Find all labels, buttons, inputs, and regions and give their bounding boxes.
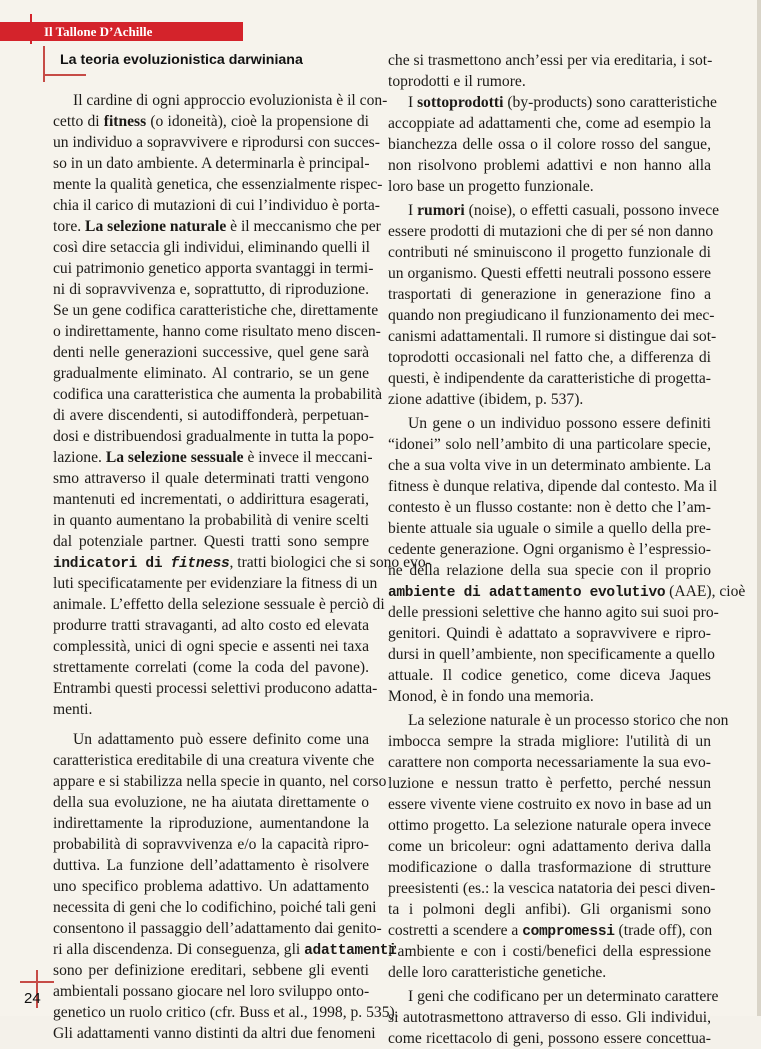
text-line: genetico un ruolo critico (cfr. Buss et al., 1998, p. 535). [53,1004,399,1021]
text-line: so in un dato ambiente. A determinarla è principal- [53,155,370,172]
text-line: codifica una caratteristica che aumenta la probabilità [53,386,383,403]
text-line: mente la qualità genetica, che essenzialmente rispec- [53,176,383,193]
text-line: costretti a scendere a compromessi (trade off), con [388,922,713,940]
text-line: toprodotti occasionali nel fatto che, a differenza di [388,349,711,366]
text-line: non risolvono problemi adattivi e non hanno alla [388,157,711,174]
text-line: caratteristica ereditabile di una creatura vivente che [53,752,375,769]
text-line: ottimo progetto. La selezione naturale opera invece [388,817,711,834]
keyword-noise: rumori [417,202,465,219]
text-line: quando non pregiudicano il funzionamento dei mec- [388,307,715,324]
text-line: appare e si stabilizza nella specie in quanto, nel corso [53,773,387,790]
text-line: l’ambiente e con i costi/benefici della espressione [388,943,711,960]
keyword-natural-selection: La selezione naturale [85,218,227,235]
text-line: essere vivente viene costruito ex novo in base ad un [388,796,712,813]
text-line: in quanto aumentano la probabilità di venire scelti [53,512,369,529]
running-header-title: Il Tallone D’Achille [44,24,153,39]
text-line: un organismo. Questi effetti neutrali possono essere [388,265,711,282]
text-line: strettamente correlati (come la coda del pavone). [53,659,369,676]
text-line: uno specifico problema adattivo. Un adattamento [53,878,369,895]
text-line: Gli adattamenti vanno distinti da altri due fenomeni [53,1025,376,1042]
text-line: accoppiate ad adattamenti che, come ad esempio la [388,115,711,132]
keyword-adaptations: adattamenti [304,943,397,959]
keyword-byproducts: sottoprodotti [417,94,504,111]
text-line: menti. [53,701,93,718]
text-line: “idonei” solo nell’ambito di una particolare specie, [388,436,711,453]
text-line: delle pressioni selettive che hanno agito sui suoi pro- [388,604,719,621]
text-line: attuale. Il codice genetico, come diceva Jaques [388,667,711,684]
text-line: ni di sopravvivenza e, soprattutto, di riproduzione. [53,281,369,298]
text-line: essere prodotti di mutazioni che di per sé non danno [388,223,714,240]
title-rule-vertical [43,46,45,82]
text-line: ri alla discendenza. Di conseguenza, gli adattamenti [53,941,397,959]
text-line: contributi né sminuiscono il progetto funzionale di [388,244,711,261]
keyword-compromises: compromessi [522,924,615,940]
keyword-fitness-italic: fitness [170,556,230,572]
text-line: preesistenti (es.: la vescica natatoria dei pesci diven- [388,880,716,897]
text-line: Un gene o un individuo possono essere definiti [408,415,711,432]
text-line: dal potenziale partner. Questi tratti sono sempre [53,533,369,550]
text-line: o indirettamente, hanno come risultato meno discen- [53,323,381,340]
text-line: Monod, è in fondo una memoria. [388,688,594,705]
text-line: loro base un progetto funzionale. [388,178,594,195]
text-line: lazione. La selezione sessuale è invece il meccani- [53,449,373,466]
text-line: cui patrimonio genetico apporta svantaggi in termi- [53,260,374,277]
text-line: di avere discendenti, si autodiffonderà, perpetuan- [53,407,369,424]
section-title: La teoria evoluzionistica darwiniana [60,52,303,68]
text-line: cedente generazione. Ogni organismo è l’espressio- [388,541,711,558]
text-line: sono per definizione ereditari, sebbene gli eventi [53,962,369,979]
text-line: indirettamente la riproduzione, aumentandone la [53,815,369,832]
text-line: I rumori (noise), o effetti casuali, possono invece [408,202,720,219]
text-line: complessità, unici di ogni specie e assenti nei taxa [53,638,369,655]
text-line: contesto è un flusso costante: non è detto che l’am- [388,499,711,516]
text-line: come un bricoleur: ogni adattamento deriva dalla [388,838,711,855]
keyword-aae: ambiente di adattamento evolutivo [388,585,666,601]
text-line: ne della relazione della sua specie con il proprio [388,562,711,579]
text-line: Entrambi questi processi selettivi producono adatta- [53,680,378,697]
text-line: Se un gene codifica caratteristiche che, direttamente [53,302,379,319]
text-line: La selezione naturale è un processo storico che non [408,712,729,729]
text-line: bianchezza delle ossa o il colore rosso del sangue, [388,136,711,153]
text-line: genitori. Quindi è adattato a sopravvivere e ripro- [388,625,711,642]
text-line: smo attraverso il quale determinati tratti vengono [53,470,369,487]
footer-rule-horizontal [20,981,54,983]
text-line: cetto di fitness (o idoneità), cioè la propensione di [53,113,370,130]
right-column [388,50,746,1049]
keyword-sexual-selection: La selezione sessuale [105,449,244,466]
left-column [53,90,431,1044]
text-line: produrre tratti stravaganti, ad alto costo ed elevata [53,617,369,634]
text-line: tore. La selezione naturale è il meccanismo che per [53,218,381,235]
text-line: indicatori di fitness, tratti biologici che si sono evo- [53,554,431,572]
text-line: luzione e nessun tratto è perfetto, perché nessun [388,775,711,792]
text-line: consentono il passaggio dell’adattamento dai genito- [53,920,382,937]
text-line: Un adattamento può essere definito come una [73,731,369,748]
text-line: ta i polmoni degli anfibi). Gli organismi sono [388,901,711,918]
text-line: Il cardine di ogni approccio evoluzionista è il con- [73,92,388,109]
text-line: fitness è dunque relativa, dipende dal contesto. Ma il [388,478,718,495]
text-line: biente attuale sia uguale o simile a quello della pre- [388,520,711,537]
text-line: luti specificatamente per evidenziare la fitness di un [53,575,378,592]
text-line: imbocca sempre la strada migliore: l'utilità di un [388,733,711,750]
text-line: ambiente di adattamento evolutivo (AAE), cioè [388,583,746,601]
page-number: 24 [24,990,41,1007]
text-line: che si trasmettono anch’essi per via ereditaria, i sot- [388,52,713,69]
text-line: così dire setaccia gli individui, eliminando quelli il [53,239,370,256]
text-line: toprodotti e il rumore. [388,73,526,90]
text-line: modificazione o dalla trasformazione di strutture [388,859,711,876]
text-line: questi, è indipendente da caratteristiche di progetta- [388,370,711,387]
text-line: delle loro caratteristiche genetiche. [388,964,607,981]
text-line: un individuo a sopravvivere e riprodursi con succes- [53,134,380,151]
text-line: dursi in quell’ambiente, non specificamente a quello [388,646,715,663]
text-line: chia il carico di mutazioni di cui l’individuo è porta- [53,197,380,214]
page-edge [757,0,761,1016]
text-line: animale. L’effetto della selezione sessuale è perciò di [53,596,385,613]
keyword-fitness-indicators: indicatori di [53,556,171,572]
keyword-fitness: fitness [103,113,147,130]
title-rule-horizontal [43,74,86,76]
text-line: I geni che codificano per un determinato carattere [408,988,719,1005]
text-line: si autotrasmettono attraverso di esso. Gli individui, [388,1009,711,1026]
text-line: probabilità di sopravvivenza e/o la capacità ripro- [53,836,369,853]
text-line: denti nelle generazioni successive, quel gene sarà [53,344,369,361]
text-line: della sua evoluzione, ne ha aiutata direttamente o [53,794,369,811]
text-line: dosi e distribuendosi gradualmente in tutta la popo- [53,428,374,445]
text-line: canismi adattamentali. Il rumore si distingue dai sot- [388,328,717,345]
text-line: I sottoprodotti (by-products) sono caratteristiche [408,94,717,111]
text-line: gradualmente eliminato. Al contrario, se un gene [53,365,369,382]
text-line: necessita di geni che lo codifichino, poiché tali geni [53,899,377,916]
text-line: trasportati di generazione in generazione fino a [388,286,711,303]
text-line: che a sua volta vive in un determinato ambiente. La [388,457,711,474]
text-line: mantenuti ed incrementati, o addirittura esagerati, [53,491,369,508]
text-line: carattere non comporta necessariamente la sua evo- [388,754,711,771]
text-line: come ricettacolo di geni, possono essere concettua- [388,1030,711,1047]
text-line: duttiva. La funzione dell’adattamento è risolvere [53,857,369,874]
running-header [0,22,243,41]
text-line: ambientali possano giocare nel loro sviluppo onto- [53,983,370,1000]
text-line: zione adattive (ibidem, p. 537). [388,391,584,408]
